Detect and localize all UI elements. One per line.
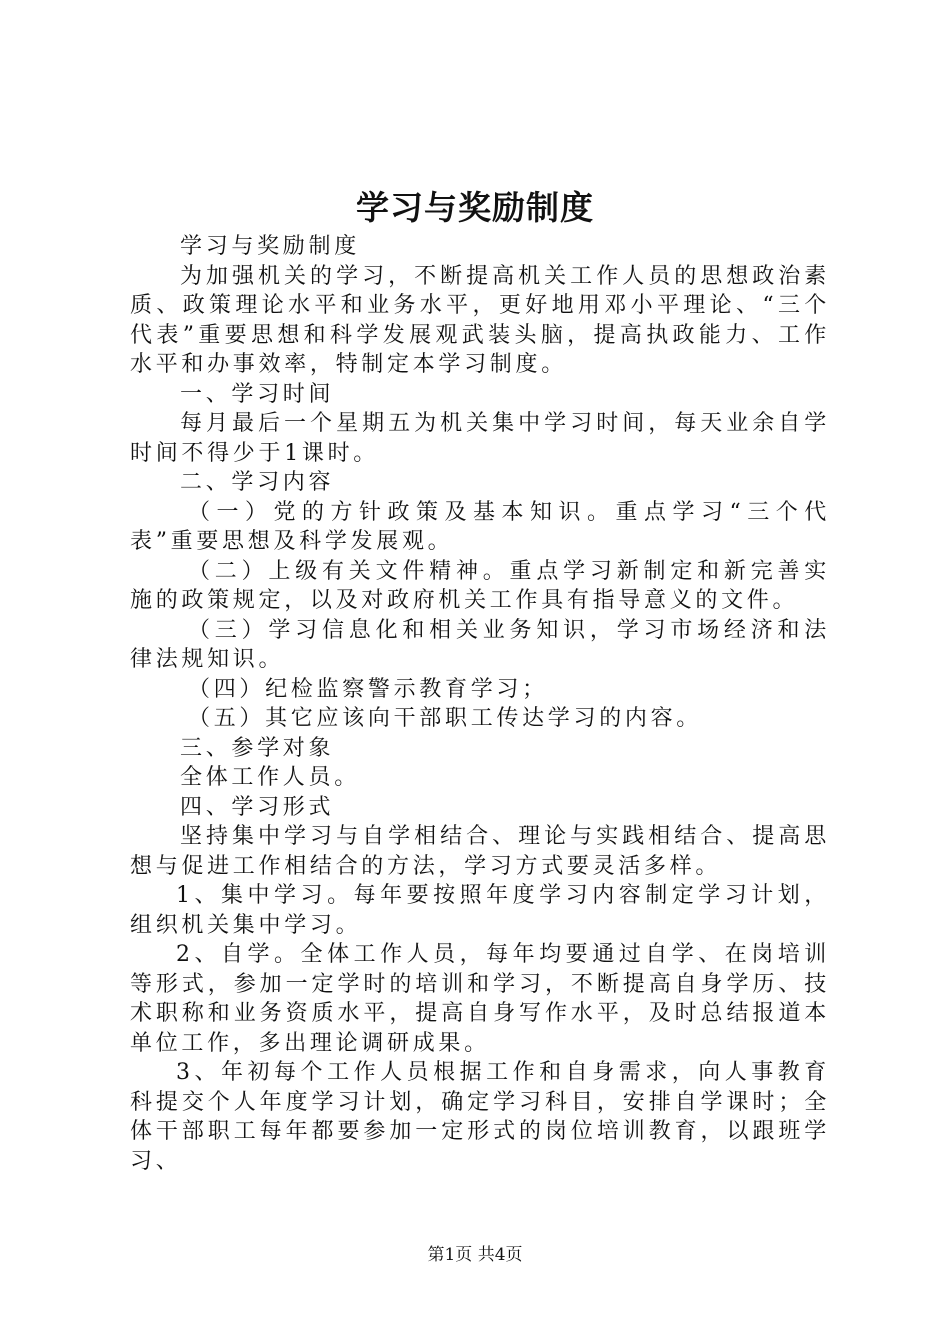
paragraph-form-3: 3、年初每个工作人员根据工作和自身需求，向人事教育科提交个人年度学习计划，确定学习科目，安排自学课时；全体干部职工每年都要参加一定形式的岗位培训教育，以跟班学习、 (130, 1060, 830, 1174)
section-heading-content: 二、学习内容 (180, 470, 335, 495)
section-heading-participants: 三、参学对象 (180, 735, 335, 761)
paragraph-content-1: （一）党的方针政策及基本知识。重点学习“三个代表”重要思想及科学发展观。 (130, 499, 830, 554)
section-heading-time: 一、学习时间 (180, 381, 335, 407)
paragraph-content-2: （二）上级有关文件精神。重点学习新制定和新完善实施的政策规定，以及对政府机关工作具有指导意义的文件。 (130, 558, 830, 613)
page-footer: 第1页 共4页 (427, 1245, 523, 1265)
paragraph-form-1: 1、集中学习。每年要按照年度学习内容制定学习计划，组织机关集中学习。 (130, 883, 830, 938)
paragraph-content-5: （五）其它应该向干部职工传达学习的内容。 (188, 706, 703, 731)
paragraph-heading: 学习与奖励制度 (180, 234, 360, 259)
paragraph-participants: 全体工作人员。 (180, 765, 360, 790)
paragraph-form-2: 2、自学。全体工作人员，每年均要通过自学、在岗培训等形式，参加一定学时的培训和学习，不断提高自身学历、技术职称和业务资质水平，提高自身写作水平，及时总结报道本单位工作，多出理论调研成果。 (130, 942, 830, 1056)
paragraph-form: 坚持集中学习与自学相结合、理论与实践相结合、提高思想与促进工作相结合的方法，学习方式要灵活多样。 (130, 824, 830, 879)
paragraph-content-4: （四）纪检监察警示教育学习； (188, 676, 548, 702)
paragraph-intro: 为加强机关的学习，不断提高机关工作人员的思想政治素质、政策理论水平和业务水平，更好地用邓小平理论、“三个代表”重要思想和科学发展观武装头脑，提高执政能力、工作水平和办事效率，特制定本学习制度。 (130, 263, 830, 377)
document-body (130, 232, 830, 1176)
paragraph-time: 每月最后一个星期五为机关集中学习时间，每天业余自学时间不得少于1课时。 (130, 411, 830, 466)
section-heading-form: 四、学习形式 (180, 794, 335, 820)
paragraph-content-3: （三）学习信息化和相关业务知识，学习市场经济和法律法规知识。 (130, 617, 830, 672)
document-title: 学习与奖励制度 (356, 188, 594, 227)
